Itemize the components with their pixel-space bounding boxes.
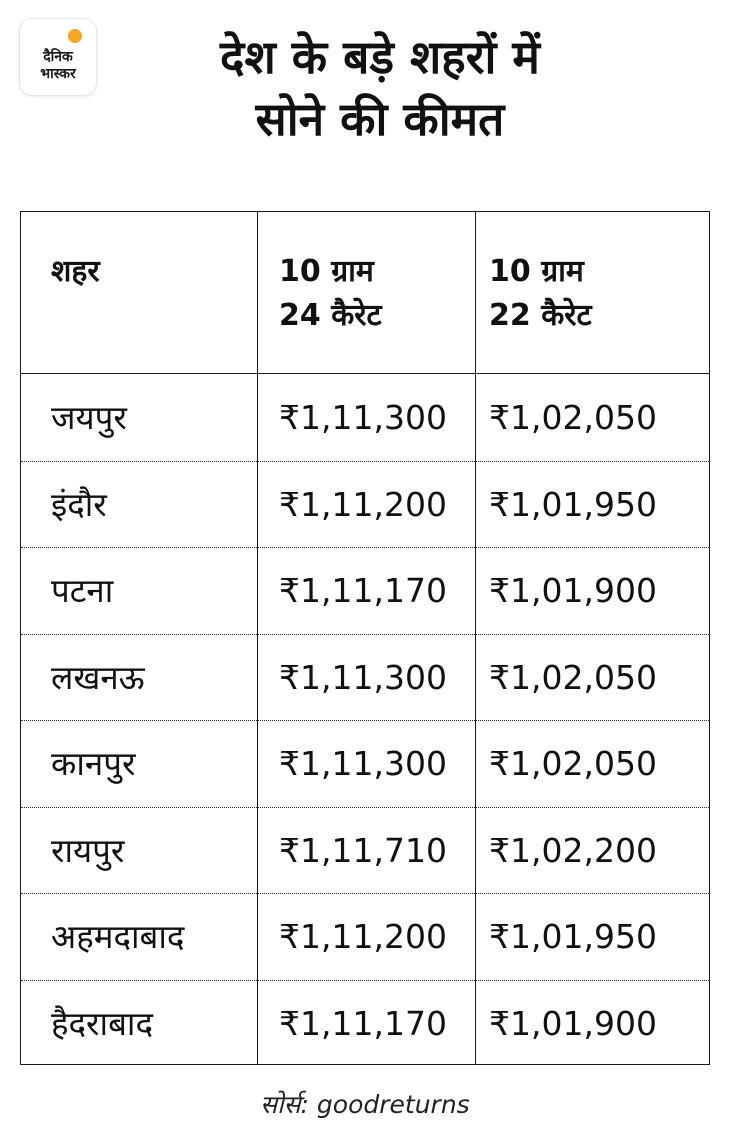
table-header [21, 212, 709, 374]
table-row [21, 548, 709, 635]
city-cell: जयपुर [51, 398, 127, 437]
title-line2: सोने की कीमत [255, 92, 505, 146]
city-cell: लखनऊ [51, 657, 145, 697]
table-row [21, 462, 709, 549]
city-cell: हैदराबाद [51, 1003, 154, 1043]
price-24k-cell: ₹1,11,300 [279, 657, 447, 697]
price-24k-cell: ₹1,11,710 [279, 830, 447, 870]
price-24k-cell: ₹1,11,300 [279, 744, 447, 783]
table-row [21, 981, 709, 1068]
city-cell: अहमदाबाद [51, 917, 185, 956]
price-22k-cell: ₹1,02,050 [489, 398, 657, 437]
price-24k-cell: ₹1,11,200 [279, 484, 447, 524]
price-22k-cell: ₹1,01,900 [489, 571, 657, 610]
source-credit: सोर्स: goodreturns [260, 1090, 470, 1119]
price-22k-cell: ₹1,02,200 [489, 830, 657, 870]
price-22k-cell: ₹1,01,950 [489, 484, 657, 524]
title-line1: देश के बड़े शहरों में [220, 30, 540, 84]
gold-price-table [20, 211, 710, 1065]
city-cell: इंदौर [51, 484, 107, 524]
price-22k-cell: ₹1,02,050 [489, 657, 657, 697]
table-row [21, 721, 709, 808]
price-24k-cell: ₹1,11,200 [279, 917, 447, 956]
city-cell: रायपुर [51, 830, 125, 870]
header-22k: 10 ग्राम 22 कैरेट [489, 254, 592, 333]
logo-text-line1: दैनिक [43, 49, 73, 65]
price-22k-cell: ₹1,01,950 [489, 917, 657, 956]
logo-text-line2: भास्कर [40, 66, 76, 82]
city-cell: कानपुर [51, 744, 136, 783]
price-24k-cell: ₹1,11,300 [279, 398, 447, 437]
table-row [21, 635, 709, 722]
city-cell: पटना [51, 571, 114, 610]
table-row [21, 375, 709, 462]
table-body [21, 375, 709, 1067]
header-24k: 10 ग्राम 24 कैरेट [279, 254, 382, 333]
brand-logo [20, 19, 96, 95]
price-22k-cell: ₹1,02,050 [489, 744, 657, 783]
table-row [21, 808, 709, 895]
header-city: शहर [51, 254, 100, 289]
table-row [21, 894, 709, 981]
page-title [100, 26, 660, 150]
price-24k-cell: ₹1,11,170 [279, 1003, 447, 1043]
price-24k-cell: ₹1,11,170 [279, 571, 447, 610]
price-22k-cell: ₹1,01,900 [489, 1003, 657, 1043]
sun-icon [68, 29, 82, 43]
